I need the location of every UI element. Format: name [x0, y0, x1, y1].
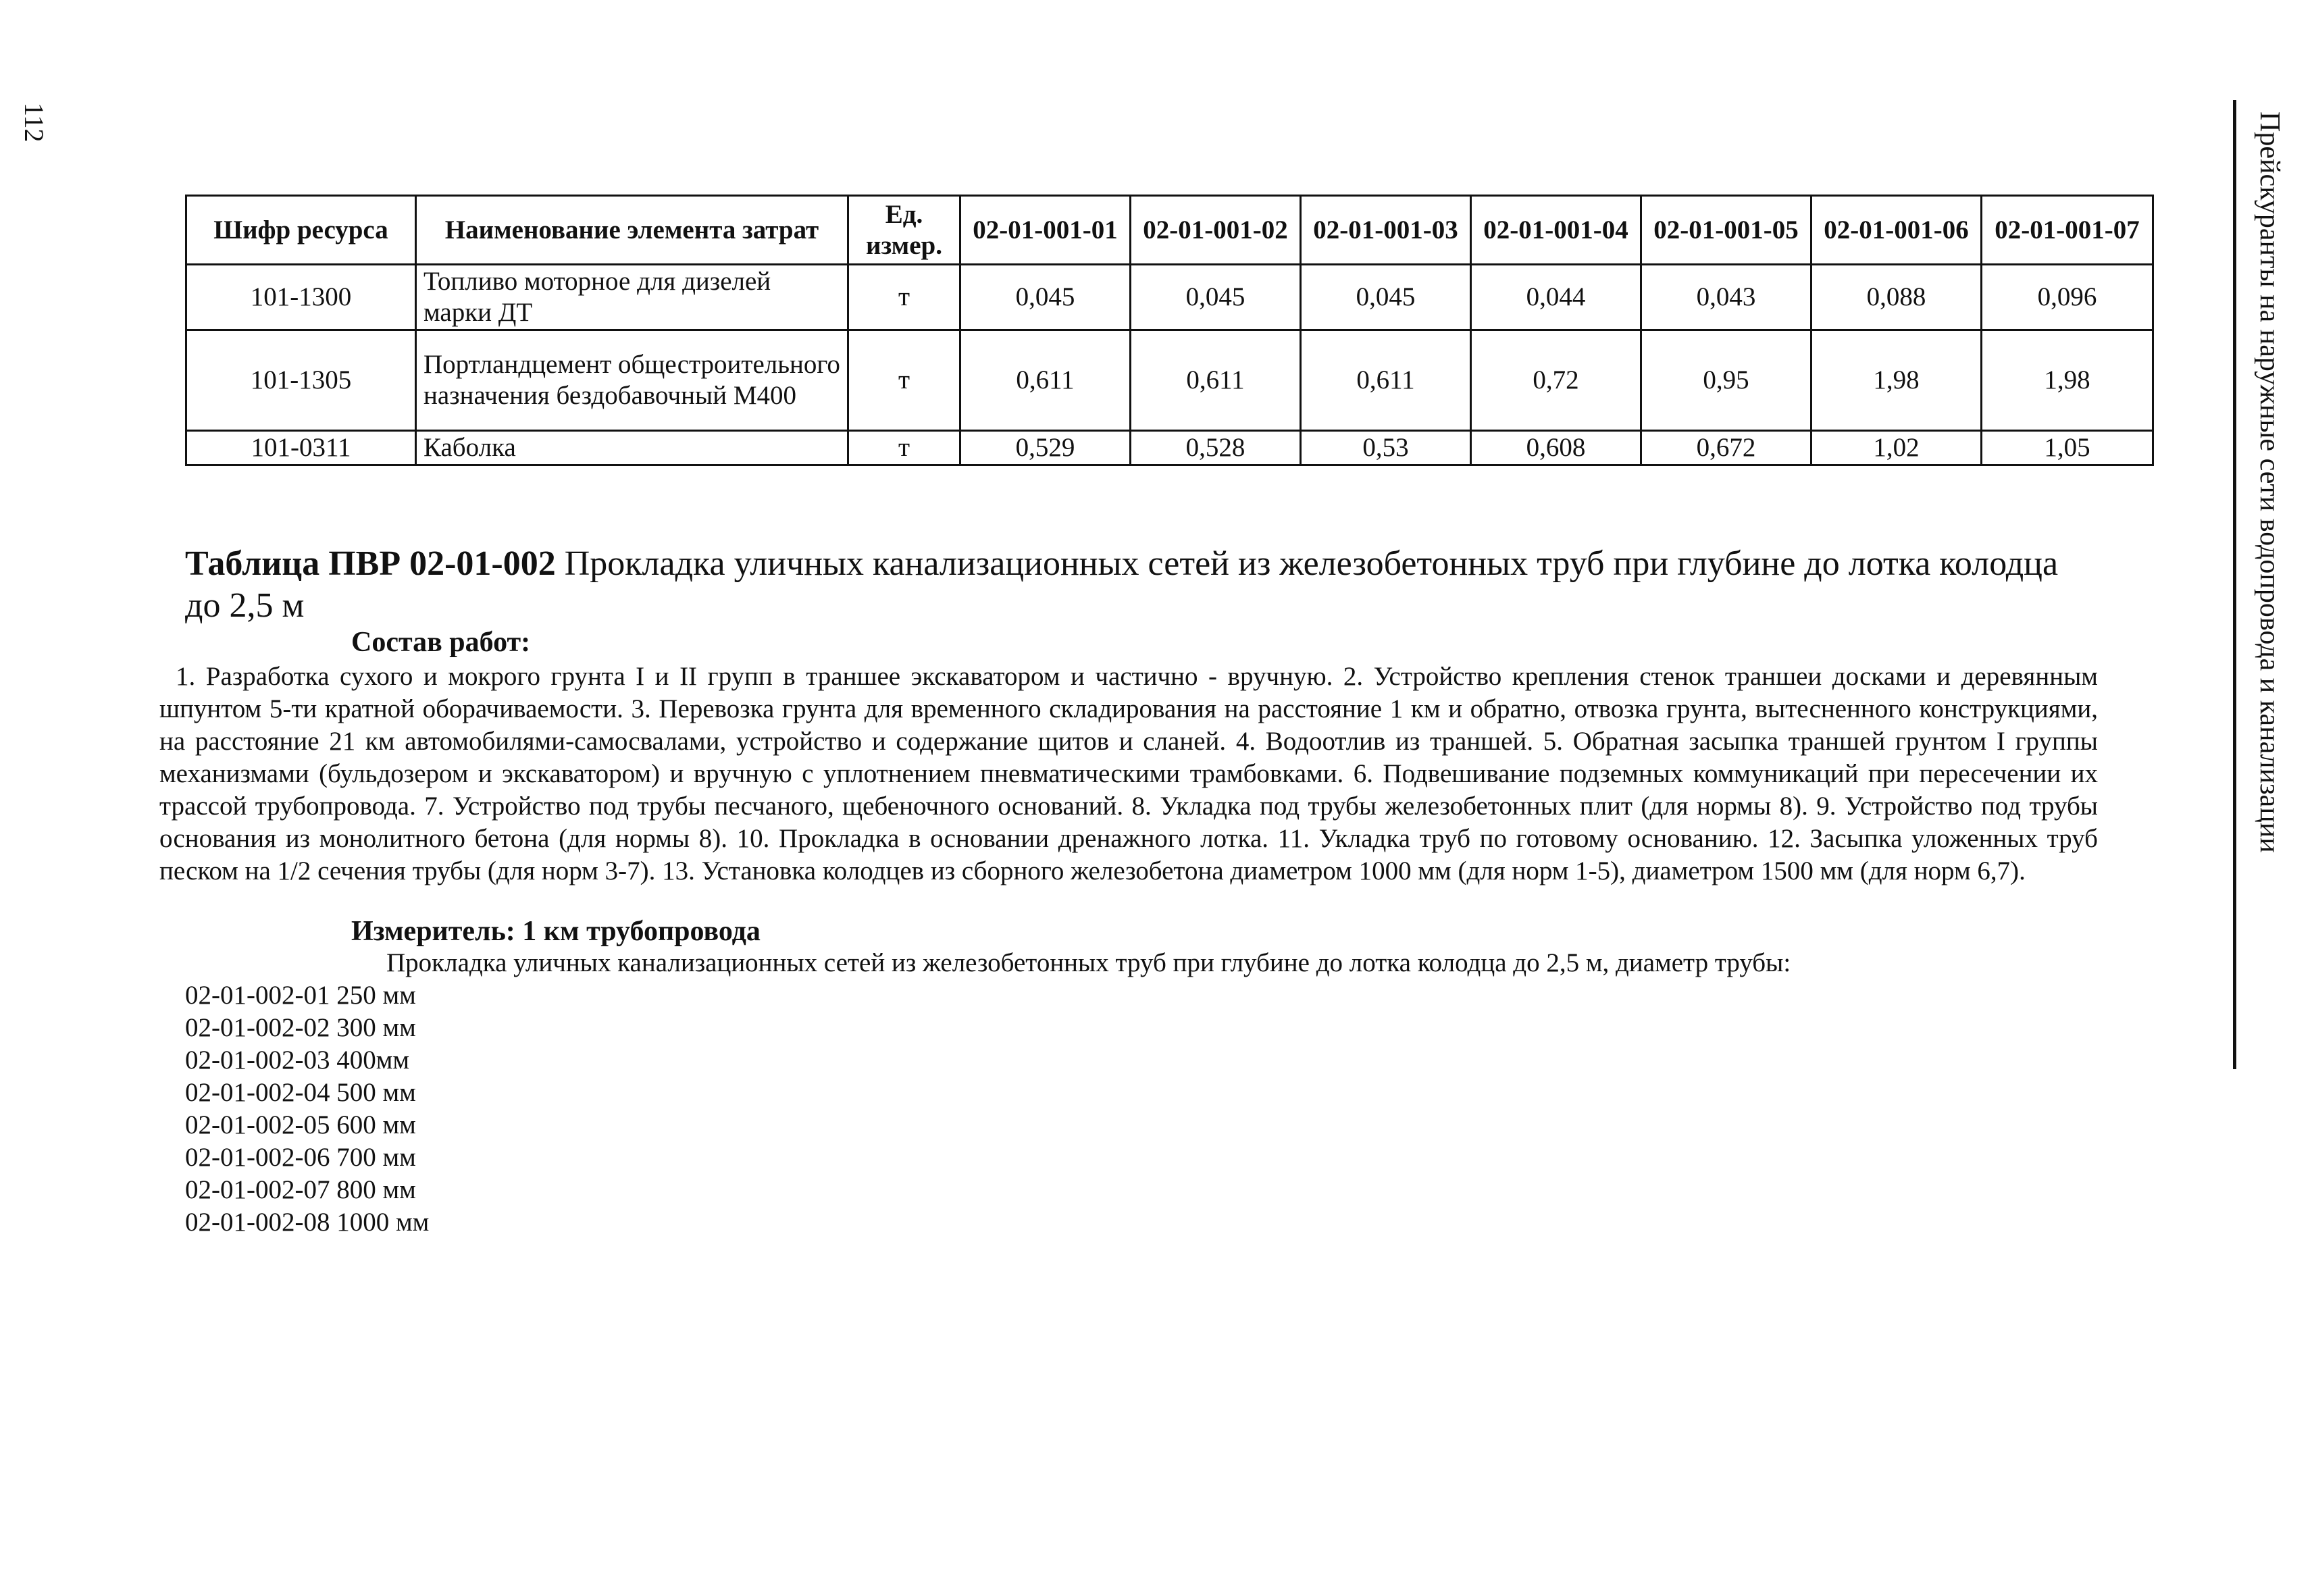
cell-value: 1,98 [1982, 330, 2153, 431]
table-row [186, 431, 2153, 465]
list-item: 02-01-002-02 300 мм [185, 1013, 416, 1042]
list-item: 02-01-002-08 1000 мм [185, 1208, 430, 1237]
list-item: 02-01-002-04 500 мм [185, 1078, 416, 1107]
cell-value: 0,72 [1471, 330, 1641, 431]
cell-value: 1,02 [1811, 431, 1982, 465]
header-cost-element: Наименование элемента затрат [416, 196, 848, 265]
cell-value: 0,528 [1131, 431, 1301, 465]
cell-name: Топливо моторное для дизелей марки ДТ [416, 265, 848, 330]
table-label: Таблица ПВР 02-01-002 [185, 544, 556, 583]
header-norm-02: 02-01-001-02 [1131, 196, 1301, 265]
header-norm-07: 02-01-001-07 [1982, 196, 2153, 265]
cell-value: 0,53 [1301, 431, 1471, 465]
cell-value: 0,608 [1471, 431, 1641, 465]
header-norm-05: 02-01-001-05 [1641, 196, 1811, 265]
cell-value: 0,088 [1811, 265, 1982, 330]
cell-value: 0,611 [960, 330, 1131, 431]
section-title-text: Прокладка уличных канализационных сетей из железобетонных труб при глубине до лотка колодца до 2,5 м [185, 544, 2059, 625]
cell-unit: т [848, 265, 960, 330]
cell-value: 0,672 [1641, 431, 1811, 465]
side-rule [2233, 100, 2236, 1069]
cell-value: 0,529 [960, 431, 1131, 465]
header-norm-06: 02-01-001-06 [1811, 196, 1982, 265]
cell-value: 0,611 [1131, 330, 1301, 431]
table-row [186, 265, 2153, 330]
cell-value: 0,95 [1641, 330, 1811, 431]
cell-value: 0,044 [1471, 265, 1641, 330]
meter-heading: Измеритель: 1 км трубопровода [351, 916, 761, 947]
cell-name: Каболка [416, 431, 848, 465]
header-norm-04: 02-01-001-04 [1471, 196, 1641, 265]
cell-code: 101-0311 [186, 431, 416, 465]
header-unit: Ед. измер. [848, 196, 960, 265]
meter-description: Прокладка уличных канализационных сетей из железобетонных труб при глубине до лотка колодца до 2,5 м, диаметр трубы: [386, 948, 1791, 977]
cell-value: 0,096 [1982, 265, 2153, 330]
resource-table [185, 195, 2154, 466]
cell-name: Портландцемент общестроительного назначения бездобавочный М400 [416, 330, 848, 431]
cell-value: 1,98 [1811, 330, 1982, 431]
header-norm-01: 02-01-001-01 [960, 196, 1131, 265]
cell-code: 101-1300 [186, 265, 416, 330]
cell-unit: т [848, 431, 960, 465]
cell-value: 1,05 [1982, 431, 2153, 465]
composition-text: 1. Разработка сухого и мокрого грунта I и II групп в траншее экскаватором и частично - вручную. 2. Устройство крепления стенок траншеи досками и деревянным шпунтом 5-ти кратной оборачиваемости. 3. Перевозка грунта для временного складирования на расстояние 1 км и обратно, отвозка грунта, вытесненного конструкциями, на расстояние 21 км автомобилями-самосвалами, устройство и содержание щитов и сланей. 4. Водоотлив из траншей. 5. Обратная засыпка траншей грунтом I группы механизмами (бульдозером и экскаватором) и вручную с уплотнением пневматическими трамбовками. 6. Подвешивание подземных коммуникаций при пересечении их трассой трубопровода. 7. Устройство под трубы песчаного, щебеночного оснований. 8. Укладка под трубы железобетонных плит (для нормы 8). 9. Устройство под трубы основания из монолитного бетона (для нормы 8). 10. Прокладка в основании дренажного лотка. 11. Укладка труб по готовому основанию. 12. Засыпка уложенных труб песком на 1/2 сечения трубы (для норм 3-7). 13. Установка колодцев из сборного железобетона диаметром 1000 мм (для норм 1-5), диаметром 1500 мм (для норм 6,7). [159, 662, 2098, 885]
section-title [185, 543, 2083, 627]
composition-heading: Состав работ: [351, 627, 531, 658]
cell-code: 101-1305 [186, 330, 416, 431]
cell-value: 0,045 [1131, 265, 1301, 330]
list-item: 02-01-002-07 800 мм [185, 1175, 416, 1204]
cell-value: 0,045 [1301, 265, 1471, 330]
table-header-row [186, 196, 2153, 265]
cell-value: 0,045 [960, 265, 1131, 330]
cell-unit: т [848, 330, 960, 431]
cell-value: 0,611 [1301, 330, 1471, 431]
list-item: 02-01-002-05 600 мм [185, 1110, 416, 1139]
list-item: 02-01-002-03 400мм [185, 1046, 410, 1075]
header-norm-03: 02-01-001-03 [1301, 196, 1471, 265]
cell-value: 0,043 [1641, 265, 1811, 330]
list-item: 02-01-002-06 700 мм [185, 1143, 416, 1172]
table-row [186, 330, 2153, 431]
header-resource-code: Шифр ресурса [186, 196, 416, 265]
page-number: 112 [19, 103, 49, 143]
list-item: 02-01-002-01 250 мм [185, 981, 416, 1010]
norm-code-list [185, 979, 429, 1239]
side-running-title: Прейскуранты на наружные сети водопровода и канализации [2254, 111, 2285, 853]
